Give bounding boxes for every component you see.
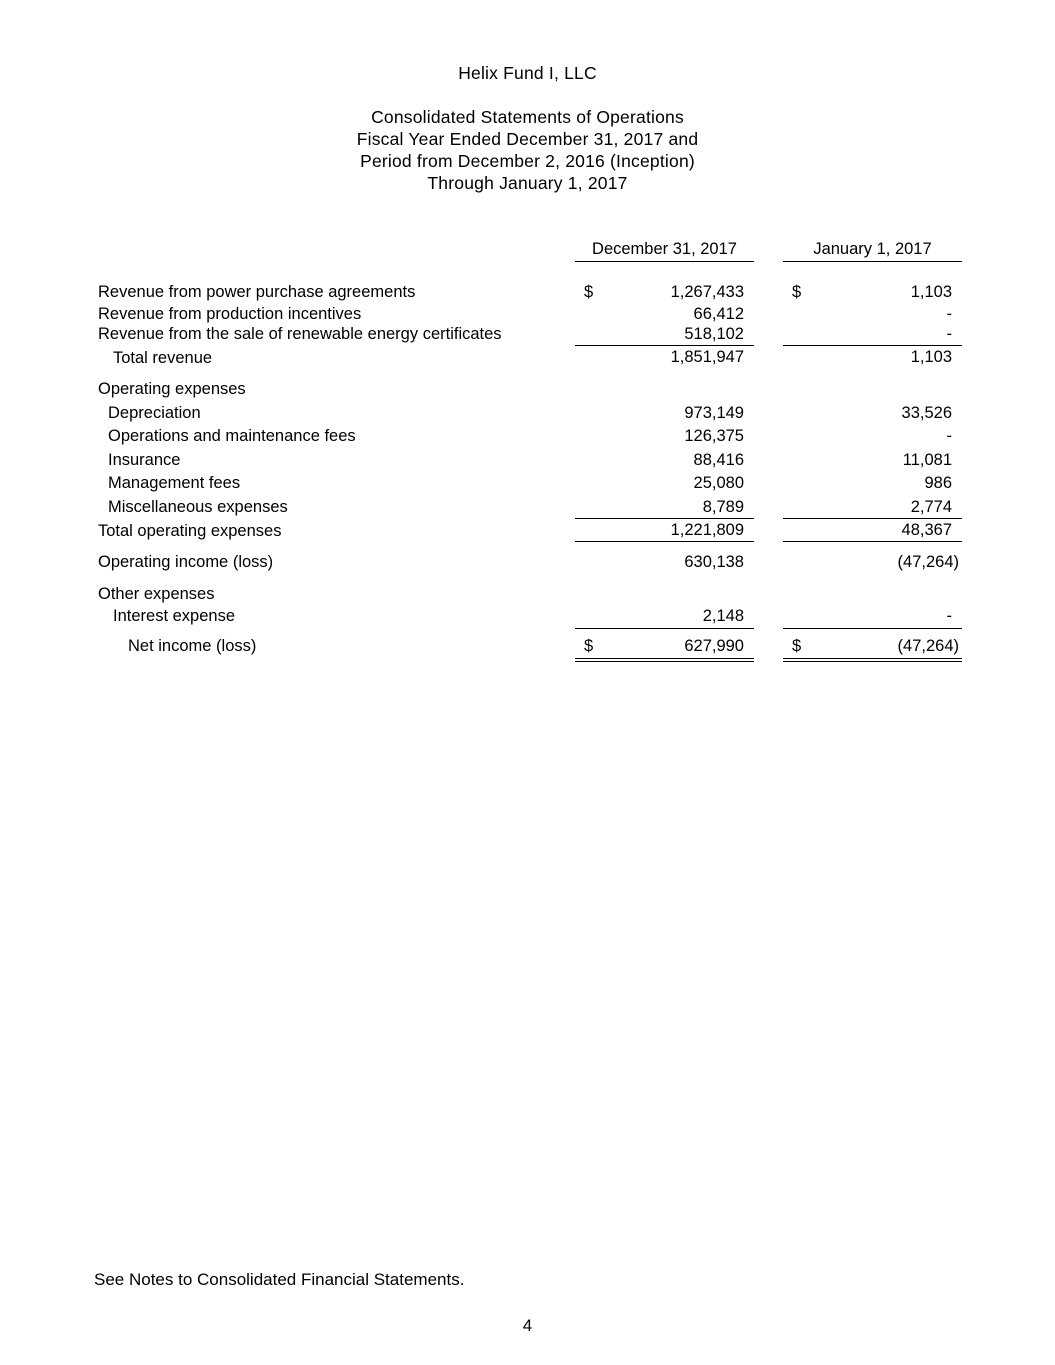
cell-rev-ppa-2016 bbox=[783, 281, 962, 303]
cell-rev-recs-2017 bbox=[575, 323, 754, 345]
row-label-depreciation: Depreciation bbox=[108, 404, 201, 422]
cell-rev-incentives-2016 bbox=[783, 303, 962, 325]
value: 973,149 bbox=[684, 404, 744, 422]
row-label-interest: Interest expense bbox=[113, 607, 235, 625]
cell-rev-recs-2016 bbox=[783, 323, 962, 345]
value: - bbox=[946, 427, 952, 445]
page-number: 4 bbox=[522, 1316, 533, 1335]
cell-depreciation-2016 bbox=[783, 402, 962, 424]
cell-total-opex-2016 bbox=[783, 518, 962, 542]
value: 518,102 bbox=[684, 325, 744, 343]
value: (47,264) bbox=[897, 637, 959, 655]
company-name: Helix Fund I, LLC bbox=[458, 63, 597, 83]
column-header-dec-2017: December 31, 2017 bbox=[575, 239, 754, 262]
currency-symbol: $ bbox=[584, 637, 594, 655]
cell-misc-2017 bbox=[575, 496, 754, 518]
value: 25,080 bbox=[693, 474, 744, 492]
statement-period-line-1: Fiscal Year Ended December 31, 2017 and bbox=[356, 129, 699, 149]
section-header-other-expenses: Other expenses bbox=[98, 585, 215, 603]
cell-mgmt-fees-2016 bbox=[783, 472, 962, 494]
cell-total-revenue-2017 bbox=[575, 345, 754, 368]
statement-period-line-3: Through January 1, 2017 bbox=[427, 173, 628, 193]
value: 2,148 bbox=[702, 607, 744, 625]
row-label-om-fees: Operations and maintenance fees bbox=[108, 427, 356, 445]
statement-period-line-2: Period from December 2, 2016 (Inception) bbox=[360, 151, 695, 171]
value: 48,367 bbox=[901, 521, 952, 539]
row-label-mgmt-fees: Management fees bbox=[108, 474, 241, 492]
value: 630,138 bbox=[684, 553, 744, 571]
column-header-jan-2017: January 1, 2017 bbox=[783, 239, 962, 262]
cell-om-fees-2016 bbox=[783, 425, 962, 447]
value: 986 bbox=[924, 474, 952, 492]
value: 1,103 bbox=[910, 283, 952, 301]
row-label-total-revenue: Total revenue bbox=[113, 349, 213, 367]
cell-insurance-2016 bbox=[783, 449, 962, 471]
currency-symbol: $ bbox=[584, 283, 594, 301]
row-label-net-income: Net income (loss) bbox=[128, 637, 257, 655]
currency-symbol: $ bbox=[792, 637, 802, 655]
cell-net-income-2016 bbox=[783, 628, 962, 662]
value: - bbox=[946, 325, 952, 343]
value: 1,267,433 bbox=[670, 283, 744, 301]
section-header-operating-expenses: Operating expenses bbox=[98, 380, 246, 398]
value: 66,412 bbox=[693, 305, 744, 323]
row-label-insurance: Insurance bbox=[108, 451, 181, 469]
value: 2,774 bbox=[910, 498, 952, 516]
cell-net-income-2017 bbox=[575, 628, 754, 662]
row-label-misc: Miscellaneous expenses bbox=[108, 498, 288, 516]
value: - bbox=[946, 305, 952, 323]
value: 11,081 bbox=[902, 451, 952, 469]
value: 1,221,809 bbox=[670, 521, 744, 539]
value: 88,416 bbox=[693, 451, 744, 469]
cell-depreciation-2017 bbox=[575, 402, 754, 424]
statement-title: Consolidated Statements of Operations bbox=[371, 107, 684, 127]
value: 8,789 bbox=[702, 498, 744, 516]
value: - bbox=[946, 607, 952, 625]
value: (47,264) bbox=[897, 553, 959, 571]
cell-op-income-2016 bbox=[783, 551, 962, 573]
value: 627,990 bbox=[684, 637, 744, 655]
cell-rev-incentives-2017 bbox=[575, 303, 754, 325]
cell-total-opex-2017 bbox=[575, 518, 754, 542]
row-label-total-opex: Total operating expenses bbox=[98, 522, 282, 540]
currency-symbol: $ bbox=[792, 283, 802, 301]
value: 126,375 bbox=[684, 427, 744, 445]
cell-om-fees-2017 bbox=[575, 425, 754, 447]
cell-op-income-2017 bbox=[575, 551, 754, 573]
cell-interest-2017 bbox=[575, 605, 754, 627]
cell-insurance-2017 bbox=[575, 449, 754, 471]
cell-total-revenue-2016 bbox=[783, 345, 962, 368]
cell-mgmt-fees-2017 bbox=[575, 472, 754, 494]
footer-note: See Notes to Consolidated Financial Statements. bbox=[94, 1270, 465, 1289]
row-label-rev-ppa: Revenue from power purchase agreements bbox=[98, 283, 416, 301]
value: 1,103 bbox=[910, 348, 952, 366]
row-label-op-income: Operating income (loss) bbox=[98, 553, 274, 571]
cell-misc-2016 bbox=[783, 496, 962, 518]
cell-rev-ppa-2017 bbox=[575, 281, 754, 303]
value: 33,526 bbox=[901, 404, 952, 422]
row-label-rev-recs: Revenue from the sale of renewable energy certificates bbox=[98, 325, 502, 343]
cell-interest-2016 bbox=[783, 605, 962, 627]
row-label-rev-incentives: Revenue from production incentives bbox=[98, 305, 362, 323]
value: 1,851,947 bbox=[670, 348, 744, 366]
